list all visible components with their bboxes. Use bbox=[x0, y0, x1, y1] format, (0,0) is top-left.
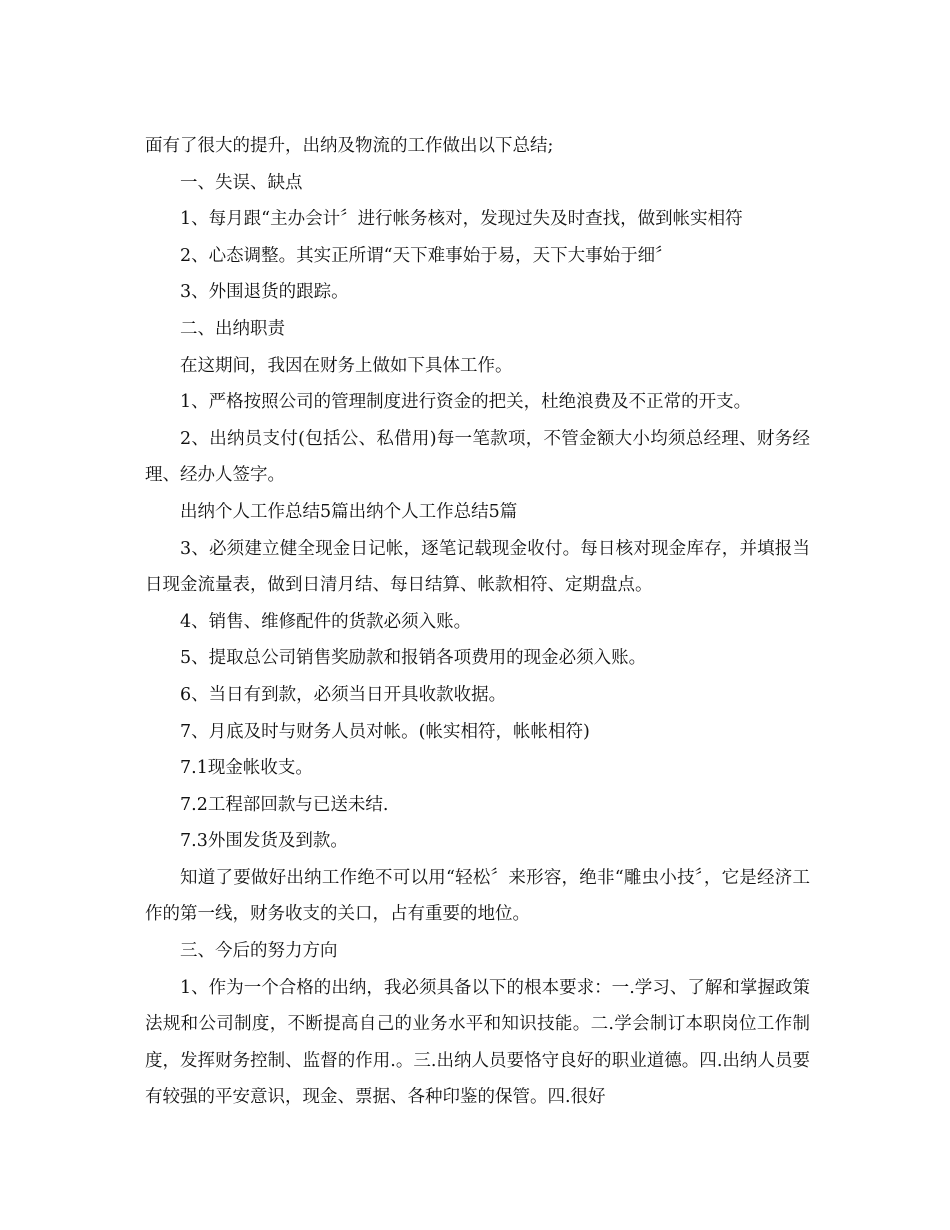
sub-list-item: 7.2工程部回款与已送未结. bbox=[180, 794, 389, 815]
list-item: 2、心态调整。其实正所谓“天下难事始于易，天下大事始于细〞 bbox=[180, 245, 673, 266]
list-item: 2、出纳员支付(包括公、私借用)每一笔款项，不管金额大小均须总经理、财务经理、经办人签字。 bbox=[145, 428, 810, 486]
paragraph-intro: 面有了很大的提升，出纳及物流的工作做出以下总结; bbox=[145, 136, 554, 156]
list-item: 6、当日有到款，必须当日开具收款收据。 bbox=[180, 684, 507, 705]
list-item: 1、作为一个合格的出纳，我必须具备以下的根本要求：一.学习、了解和掌握政策法规和公司制度，不断提高自己的业务水平和知识技能。二.学会制订本职岗位工作制度，发挥财务控制、监督的作用.。三.出纳人员要恪守良好的职业道德。四.出纳人员要有较强的平安意识，现金、票据、各种印鉴的保管。四.很好 bbox=[145, 977, 810, 1108]
list-item: 3、必须建立健全现金日记帐，逐笔记载现金收付。每日核对现金库存，并填报当日现金流量表，做到日清月结、每日结算、帐款相符、定期盘点。 bbox=[145, 538, 810, 596]
list-item: 1、每月跟“主办会计〞进行帐务核对，发现过失及时查找，做到帐实相符 bbox=[180, 209, 743, 230]
list-item: 1、严格按照公司的管理制度进行资金的把关，杜绝浪费及不正常的开支。 bbox=[180, 392, 752, 413]
section-heading-duties: 二、出纳职责 bbox=[180, 318, 285, 339]
paragraph: 在这期间，我因在财务上做如下具体工作。 bbox=[180, 355, 513, 376]
document-body bbox=[145, 128, 810, 1116]
section-heading-mistakes: 一、失误、缺点 bbox=[180, 172, 303, 193]
paragraph: 知道了要做好出纳工作绝不可以用“轻松〞来形容，绝非“雕虫小技〞，它是经济工作的第一线，财务收支的关口，占有重要的地位。 bbox=[145, 867, 810, 925]
list-item: 7、月底及时与财务人员对帐。(帐实相符，帐帐相符) bbox=[180, 721, 590, 742]
sub-list-item: 7.3外围发货及到款。 bbox=[180, 831, 348, 852]
list-item: 3、外围退货的跟踪。 bbox=[180, 282, 349, 303]
sub-list-item: 7.1现金帐收支。 bbox=[180, 758, 313, 779]
paragraph-subtitle: 出纳个人工作总结5篇出纳个人工作总结5篇 bbox=[180, 501, 518, 522]
section-heading-direction: 三、今后的努力方向 bbox=[180, 941, 338, 962]
list-item: 5、提取总公司销售奖励款和报销各项费用的现金必须入账。 bbox=[180, 648, 647, 669]
list-item: 4、销售、维修配件的货款必须入账。 bbox=[180, 611, 472, 632]
